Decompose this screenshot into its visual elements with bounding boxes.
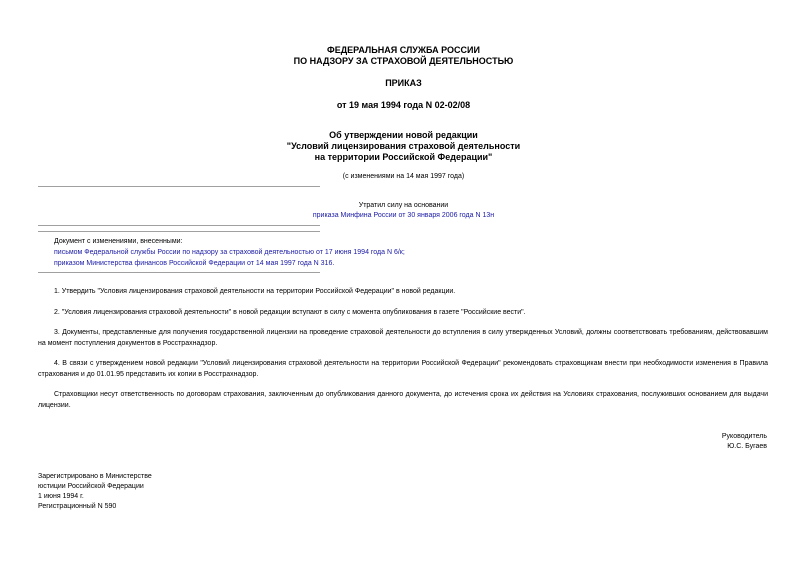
changes-intro: Документ с изменениями, внесенными: (54, 238, 183, 245)
divider-line (38, 186, 320, 187)
paragraph-4: 4. В связи с утверждением новой редакции "Условий лицензирования страховой деятельности на территории Российской Федерации" рекомендовать страховщикам внести при необходимости изменения в Правила страхования и до 01.01.95 представить их копии в Росстрахнадзор. (38, 360, 768, 378)
issuing-organization-line2: ПО НАДЗОРУ ЗА СТРАХОВОЙ ДЕЯТЕЛЬНОСТЬЮ (293, 56, 514, 66)
signature-role: Руководитель (721, 433, 767, 440)
registration-line1: Зарегистрировано в Министерстве (38, 473, 152, 480)
paragraph-3: 3. Документы, представленные для получения государственной лицензии на проведение страховой деятельности до вступления в силу утвержденных Условий, должны соответствовать требованиям, действовавшим на момент поступления документов в Росстрахнадзор. (38, 329, 768, 347)
document-type: ПРИКАЗ (385, 78, 422, 88)
issuing-organization-line1: ФЕДЕРАЛЬНАЯ СЛУЖБА РОССИИ (327, 45, 480, 55)
signature-name: Ю.С. Бугаев (727, 443, 767, 450)
registration-number: Регистрационный N 590 (38, 503, 117, 510)
document-title-line3: на территории Российской Федерации" (314, 152, 493, 162)
repeal-link[interactable]: приказа Минфина России от 30 января 2006 года N 13н (312, 212, 495, 219)
paragraph-5: Страховщики несут ответственность по договорам страхования, заключенным до опубликования данного документа, до истечения срока их действия на Условиях страхования, послуживших основанием для выдачи лицензии. (38, 391, 768, 409)
amendment-note: (с изменениями на 14 мая 1997 года) (342, 173, 465, 180)
paragraph-1: 1. Утвердить "Условия лицензирования страховой деятельности на территории Российской Федерации" в новой редакции. (54, 288, 456, 295)
changes-link-2[interactable]: приказом Министерства финансов Российской Федерации от 14 мая 1997 года N 316. (54, 260, 335, 267)
divider-line (38, 272, 320, 273)
paragraph-2: 2. "Условия лицензирования страховой деятельности" в новой редакции вступают в силу с момента опубликования в газете "Российские вести". (54, 309, 526, 316)
changes-link-1[interactable]: письмом Федеральной службы России по надзору за страховой деятельностью от 17 июня 1994 года N 6/к; (54, 249, 405, 256)
repeal-note: Утратил силу на основании (358, 202, 449, 209)
divider-line (38, 225, 320, 226)
document-title-line2: "Условий лицензирования страховой деятельности (286, 141, 521, 151)
registration-line2: юстиции Российской Федерации (38, 483, 144, 490)
document-title-line1: Об утверждении новой редакции (329, 130, 478, 140)
divider-line (38, 231, 320, 232)
registration-date: 1 июня 1994 г. (38, 493, 84, 500)
document-date-number: от 19 мая 1994 года N 02-02/08 (336, 100, 471, 110)
